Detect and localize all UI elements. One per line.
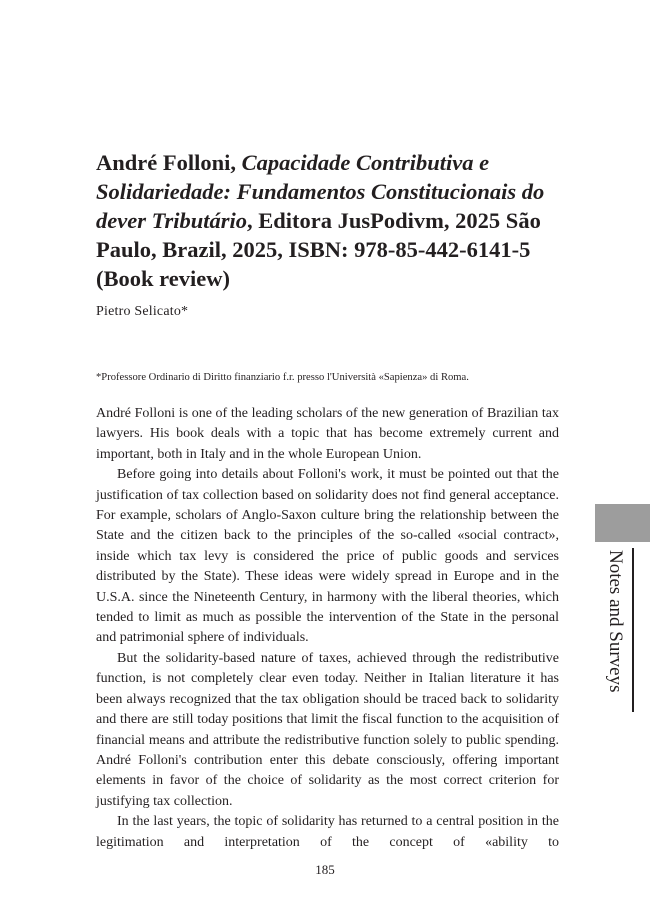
author-footnote: *Professore Ordinario di Diritto finanziario f.r. presso l'Università «Sapienza» di Roma. — [96, 372, 469, 383]
body-paragraph: Before going into details about Folloni's work, it must be pointed out that the justification of tax collection based on solidarity does not find general acceptance. For example, scholars of Anglo-Saxon culture bring the relationship between the State and the citizen back to the principles of the so-called «social contract», inside which tax levy is considered the price of public goods and services distributed by the State). These ideas were widely spread in Europe and in the U.S.A. since the Nineteenth Century, in harmony with the liberal theories, which tended to limit as much as possible the intervention of the State in the personal and patrimonial sphere of individuals. — [96, 467, 559, 646]
title-author: André Folloni, — [96, 150, 242, 175]
article-title — [96, 148, 566, 293]
title-book-name: Capacidade Contributiva e Solidariedade: Fundamentos Constitucionais do dever Tributário — [96, 150, 545, 233]
body-paragraph: But the solidarity-based nature of taxes, achieved through the redistributive function, is not completely clear even today. Neither in Italian literature it has been always recognized that the tax obligation should be traced back to solidarity and there are still today positions that limit the fiscal function to the acquisition of financial means and attribute the redistributive function solely to public spending. André Folloni's contribution enter this debate consciously, offering important elements in favor of the choice of solidarity as the most correct criterion for justifying tax collection. — [96, 650, 559, 809]
section-tab-marker — [595, 504, 650, 542]
article-body — [96, 404, 559, 853]
section-rule — [632, 548, 634, 712]
page-number: 185 — [315, 862, 335, 877]
section-label: Notes and Surveys — [605, 550, 626, 693]
body-paragraph: In the last years, the topic of solidarity has returned to a central position in the legitimation and interpretation of the concept of «ability to — [96, 814, 559, 850]
review-author: Pietro Selicato* — [96, 304, 189, 319]
body-paragraph: André Folloni is one of the leading scholars of the new generation of Brazilian tax lawyers. His book deals with a topic that has become extremely current and important, both in Italy and in the whole European Union. — [96, 406, 559, 462]
title-publication-info: , Editora JusPodivm, 2025 São Paulo, Brazil, 2025, ISBN: 978-85-442-6141-5 (Book review) — [96, 208, 541, 291]
